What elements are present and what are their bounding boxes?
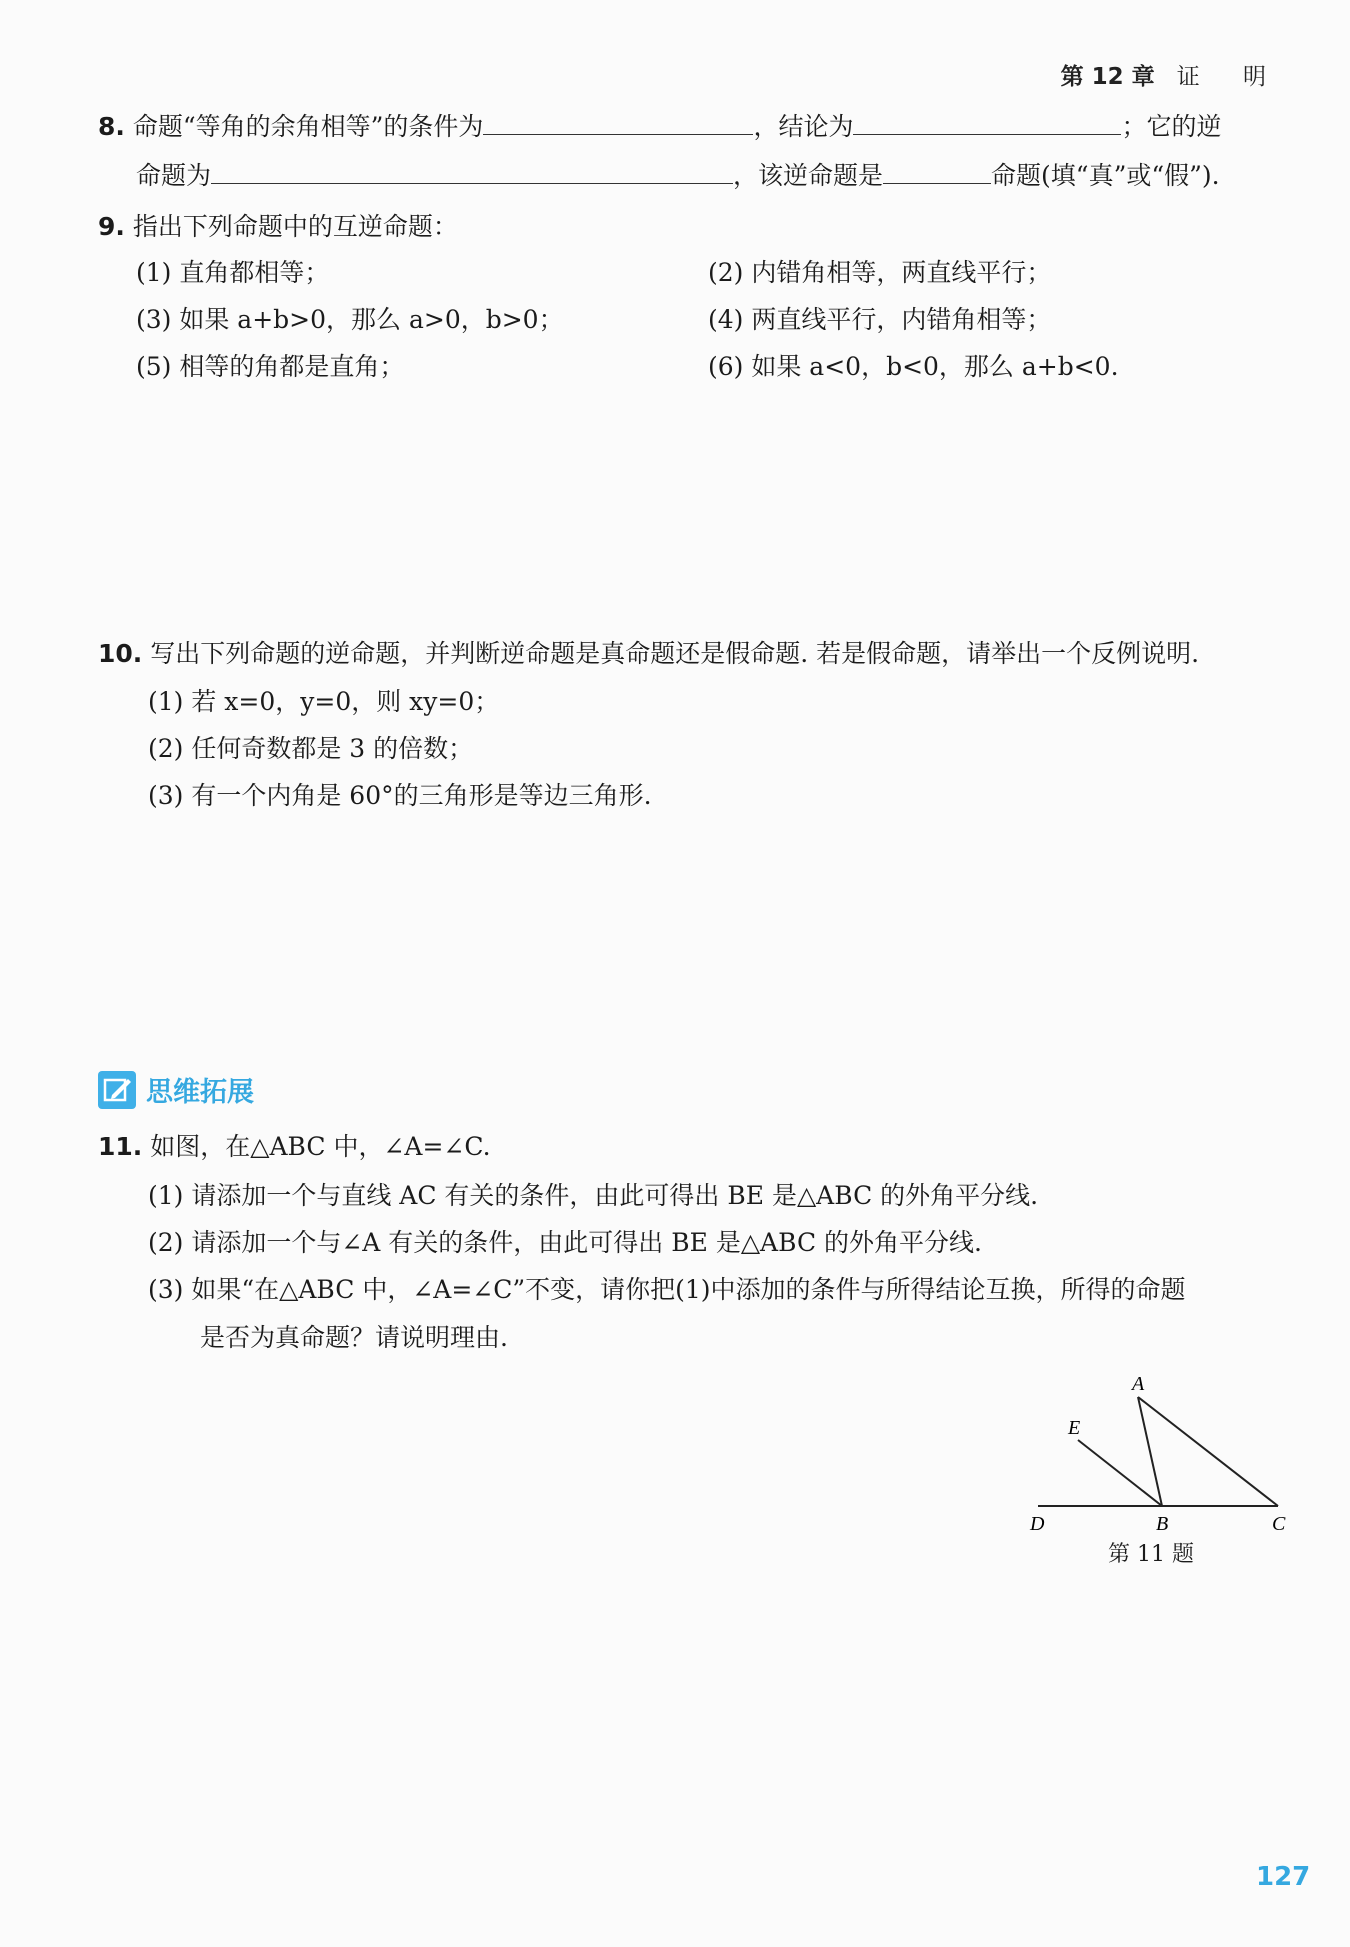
question-9-item: (6) 如果 a<0，b<0，那么 a+b<0.: [708, 352, 1119, 381]
question-text: 如图，在△ABC 中，∠A=∠C.: [150, 1132, 491, 1161]
section-header: [98, 1070, 254, 1109]
page-number: 127: [1256, 1862, 1311, 1892]
question-10-item: (2) 任何奇数都是 3 的倍数；: [148, 734, 474, 763]
question-text: ；它的逆: [1121, 112, 1222, 141]
question-number: 11.: [98, 1132, 143, 1161]
question-9-item: (5) 相等的角都是直角；: [136, 352, 405, 381]
question-10-item: (3) 有一个内角是 60°的三角形是等边三角形.: [148, 781, 652, 810]
question-9-item: (4) 两直线平行，内错角相等；: [708, 305, 1052, 334]
question-text: 命题为: [136, 161, 212, 190]
answer-blank-true-false[interactable]: [883, 161, 991, 184]
chapter-title: 证 明: [1176, 64, 1284, 90]
question-number: 9.: [98, 212, 125, 241]
question-11-item: (3) 如果“在△ABC 中，∠A=∠C”不变，请你把(1)中添加的条件与所得结论互换，所得的命题: [148, 1275, 1186, 1304]
question-text: 指出下列命题中的互逆命题：: [132, 212, 458, 241]
chapter-number: 第 12 章: [1060, 64, 1155, 90]
question-text: ，结论为: [753, 112, 854, 141]
triangle-figure: [1010, 1360, 1300, 1540]
section-title: 思维拓展: [146, 1077, 254, 1108]
question-text: 命题(填“真”或“假”).: [991, 161, 1220, 190]
answer-blank-converse[interactable]: [211, 161, 733, 184]
question-9-item: (3) 如果 a+b>0，那么 a>0，b>0；: [136, 305, 564, 334]
figure-caption: 第 11 题: [1108, 1542, 1194, 1567]
label-d: D: [1030, 1513, 1045, 1535]
question-11-stem: [98, 1130, 491, 1164]
answer-blank-conclusion[interactable]: [853, 112, 1121, 135]
question-9-item: (2) 内错角相等，两直线平行；: [708, 258, 1052, 287]
question-text: 命题“等角的余角相等”的条件为: [132, 112, 484, 141]
question-number: 10.: [98, 639, 143, 668]
chapter-header: [1061, 58, 1284, 91]
question-8-line-2: [136, 159, 1220, 193]
label-c: C: [1272, 1513, 1286, 1535]
question-text: 写出下列命题的逆命题，并判断逆命题是真命题还是假命题. 若是假命题，请举出一个反例说明.: [150, 639, 1200, 668]
pencil-icon: [98, 1071, 136, 1109]
question-text: ，该逆命题是: [733, 161, 884, 190]
label-e: E: [1068, 1417, 1081, 1439]
question-11-item: 是否为真命题？请说明理由.: [200, 1323, 508, 1352]
question-10-stem: [98, 637, 1199, 671]
question-9-stem: [98, 210, 458, 244]
question-8-line-1: [98, 110, 1221, 144]
question-10-item: (1) 若 x=0，y=0，则 xy=0；: [148, 687, 500, 716]
question-11-item: (1) 请添加一个与直线 AC 有关的条件，由此可得出 BE 是△ABC 的外角平分线.: [148, 1181, 1039, 1210]
question-number: 8.: [98, 112, 125, 141]
question-11-item: (2) 请添加一个与∠A 有关的条件，由此可得出 BE 是△ABC 的外角平分线.: [148, 1228, 982, 1257]
label-a: A: [1132, 1373, 1145, 1395]
answer-blank-condition[interactable]: [483, 112, 753, 135]
label-b: B: [1156, 1513, 1169, 1535]
question-9-item: (1) 直角都相等；: [136, 258, 330, 287]
